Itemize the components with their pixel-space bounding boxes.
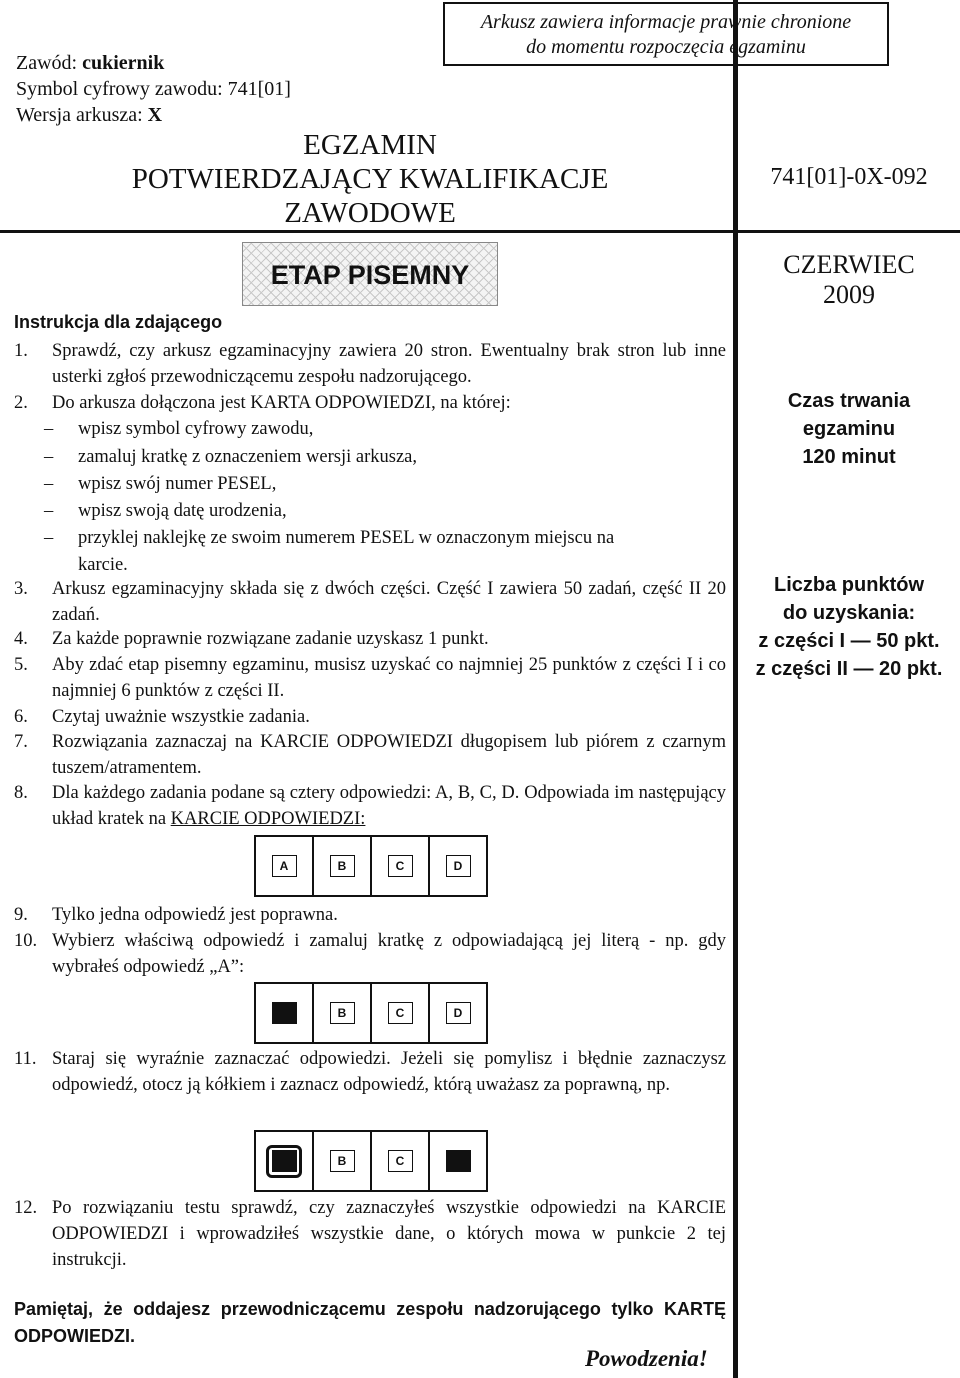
answer-circle-a — [266, 1145, 302, 1178]
item-8-underlined: KARCIE ODPOWIEDZI: — [170, 809, 366, 829]
answer-grid-correction-example — [254, 1130, 488, 1192]
answer-box-b: B — [330, 1150, 355, 1172]
item-text: Staraj się wyraźnie zaznaczać odpowiedzi. Jeżeli się pomylisz i błędnie zaznaczysz odpowiedź, otocz ją kółkiem i zaznacz odpowiedź, którą uważasz za poprawną, np. — [52, 1049, 726, 1095]
item-text: Arkusz egzaminacyjny składa się z dwóch części. Część I zawiera 50 zadań, część II 20 zadań. — [52, 579, 726, 625]
answer-cell-b — [314, 984, 372, 1042]
answer-grid-example — [254, 835, 488, 897]
item-number: 11. — [14, 1049, 37, 1069]
stage-banner — [242, 242, 498, 306]
occupation — [16, 52, 164, 75]
item-text: Rozwiązania zaznaczaj na KARCIE ODPOWIEDZI długopisem lub piórem z czarnym tuszem/atramentem. — [52, 732, 726, 778]
item-8-text: Dla każdego zadania podane są cztery odpowiedzi: A, B, C, D. Odpowiada im następujący układ kratek na — [52, 783, 726, 829]
confidentiality-notice — [443, 2, 889, 66]
vertical-divider — [733, 0, 738, 1378]
subitem-text: wpisz symbol cyfrowy zawodu, — [78, 419, 314, 439]
item-number: 4. — [14, 629, 28, 649]
points-line-4: z części II — 20 pkt. — [755, 658, 943, 680]
exam-title-line-1: EGZAMIN — [303, 129, 437, 161]
answer-cell-d — [430, 837, 486, 895]
item-number: 12. — [14, 1198, 38, 1218]
points-line-3: z części I — 50 pkt. — [758, 630, 940, 652]
item-number: 3. — [14, 579, 28, 599]
occupation-label: Zawód: — [16, 52, 83, 74]
answer-cell-d — [430, 984, 486, 1042]
answer-box-a: A — [272, 855, 297, 877]
item-number: 9. — [14, 905, 28, 925]
notice-line-2: do momentu rozpoczęcia egzaminu — [526, 36, 806, 58]
item-number: 10. — [14, 931, 38, 951]
horizontal-divider — [0, 230, 960, 233]
points — [740, 571, 958, 683]
item-number: 1. — [14, 341, 28, 361]
item-number: 5. — [14, 655, 28, 675]
answer-cell-c — [372, 1132, 430, 1190]
exam-title-line-3: ZAWODOWE — [284, 197, 456, 229]
stage-label: ETAP PISEMNY — [270, 260, 470, 290]
duration-line-2: egzaminu — [802, 418, 896, 440]
session — [740, 250, 958, 310]
answer-box-a-filled — [272, 1002, 297, 1024]
item-number: 6. — [14, 707, 28, 727]
answer-cell-b — [314, 837, 372, 895]
session-year: 2009 — [823, 280, 875, 309]
item-text: Tylko jedna odpowiedź jest poprawna. — [52, 905, 338, 925]
subitem-text: wpisz swój numer PESEL, — [78, 474, 277, 494]
duration — [740, 387, 958, 471]
answer-cell-a — [256, 837, 314, 895]
answer-cell-c — [372, 837, 430, 895]
answer-cell-c — [372, 984, 430, 1042]
subitem-text: zamaluj kratkę z oznaczeniem wersji arkusza, — [78, 447, 417, 467]
item-text: Za każde poprawnie rozwiązane zadanie uzyskasz 1 punkt. — [52, 629, 489, 649]
subitem-text: przyklej naklejkę ze swoim numerem PESEL w oznaczonym miejscu na — [78, 528, 615, 548]
subitem-text: wpisz swoją datę urodzenia, — [78, 501, 287, 521]
item-text — [52, 780, 726, 832]
answer-cell-a — [256, 984, 314, 1042]
answer-grid-filled-example — [254, 982, 488, 1044]
exam-title-line-2: POTWIERDZAJĄCY KWALIFIKACJE — [131, 163, 609, 195]
item-number: 2. — [14, 393, 28, 413]
closing-wish: Powodzenia! — [585, 1346, 708, 1371]
answer-box-c: C — [388, 1002, 413, 1024]
version-value: X — [147, 104, 163, 126]
duration-line-3: 120 minut — [802, 446, 896, 468]
answer-cell-a — [256, 1132, 314, 1190]
item-number: 8. — [14, 783, 28, 803]
footer-reminder: Pamiętaj, że oddajesz przewodniczącemu zespołu nadzorującego tylko KARTĘ ODPOWIEDZI. — [14, 1299, 726, 1346]
answer-box-d: D — [446, 855, 471, 877]
sheet-version — [16, 104, 162, 127]
answer-box-a-filled — [272, 1150, 297, 1172]
instructions-heading: Instrukcja dla zdającego — [14, 312, 223, 332]
version-label: Wersja arkusza: — [16, 104, 148, 126]
points-line-2: do uzyskania: — [782, 602, 916, 624]
answer-box-c: C — [388, 855, 413, 877]
answer-box-b: B — [330, 855, 355, 877]
answer-box-d-filled — [446, 1150, 471, 1172]
item-text: Po rozwiązaniu testu sprawdź, czy zaznaczyłeś wszystkie odpowiedzi na KARCIE ODPOWIEDZI i wprowadziłeś wszystkie dane, o których mowa w punkcie 2 tej instrukcji. — [52, 1198, 726, 1270]
occupation-symbol: Symbol cyfrowy zawodu: 741[01] — [16, 78, 291, 100]
points-line-1: Liczba punktów — [774, 574, 924, 596]
item-text: Wybierz właściwą odpowiedź i zamaluj kratkę z odpowiadającą jej literą - np. gdy wybrałeś odpowiedź „A”: — [52, 931, 726, 977]
answer-box-b: B — [330, 1002, 355, 1024]
item-text: Do arkusza dołączona jest KARTA ODPOWIEDZI, na której: — [52, 393, 511, 413]
subitem-text: karcie. — [78, 555, 128, 575]
item-text: Aby zdać etap pisemny egzaminu, musisz uzyskać co najmniej 25 punktów z części I i co najmniej 6 punktów z części II. — [52, 655, 726, 701]
occupation-value: cukiernik — [82, 52, 165, 74]
answer-cell-d — [430, 1132, 486, 1190]
answer-cell-b — [314, 1132, 372, 1190]
exam-code: 741[01]-0X-092 — [770, 164, 928, 190]
notice-line-1: Arkusz zawiera informacje prawnie chronione — [480, 11, 852, 33]
item-number: 7. — [14, 732, 28, 752]
item-text: Sprawdź, czy arkusz egzaminacyjny zawiera 20 stron. Ewentualny brak stron lub inne usterki zgłoś przewodniczącemu zespołu nadzorującego. — [52, 341, 726, 387]
answer-box-c: C — [388, 1150, 413, 1172]
item-text: Czytaj uważnie wszystkie zadania. — [52, 707, 310, 727]
session-month: CZERWIEC — [783, 250, 915, 279]
answer-box-d: D — [446, 1002, 471, 1024]
duration-line-1: Czas trwania — [787, 390, 911, 412]
